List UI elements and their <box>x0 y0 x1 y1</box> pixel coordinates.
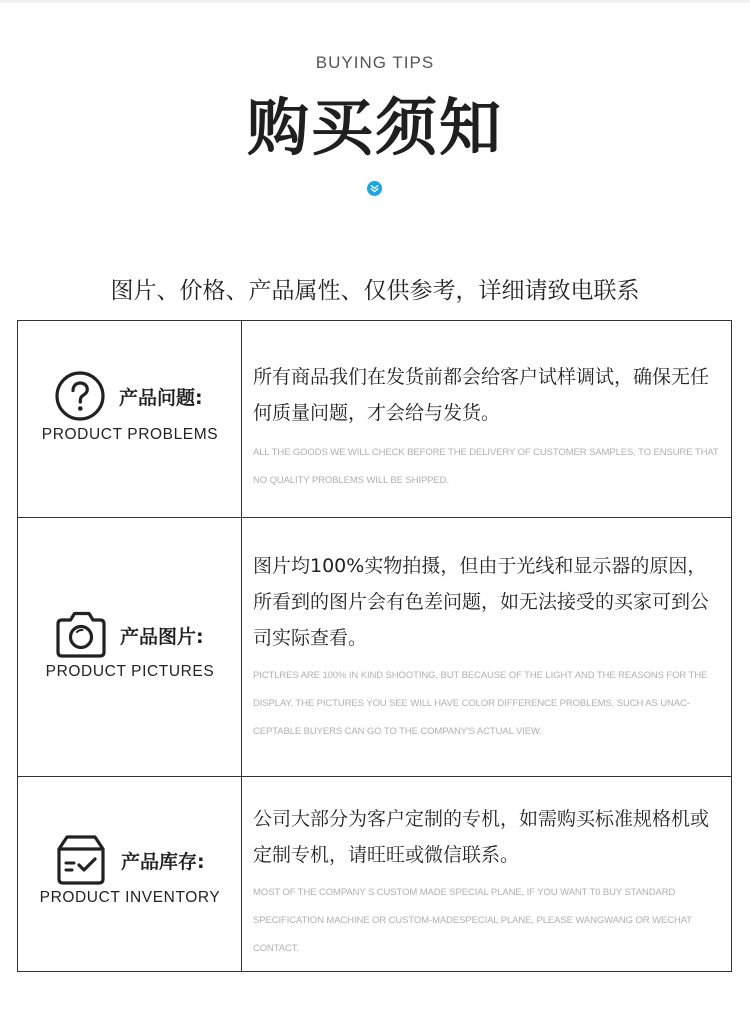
category-title-en: PRODUCT PROBLEMS <box>41 426 219 443</box>
description-en: MOST OF THE COMPANY S CUSTOM MADE SPECIAL PLANE, IF YOU WANT T0 BUY STANDARD SPECIFICATION MACHINE OR CUSTOM-MADESPECIAL PLANE, PLEASE WANGWANG OR WECHAT CONTACT. <box>253 887 692 954</box>
top-divider <box>0 0 750 3</box>
table-row <box>18 321 731 518</box>
row-category <box>18 518 242 776</box>
row-description <box>242 518 731 776</box>
description-cn: 图片均100%实物拍摄，但由于光线和显示器的原因，所看到的图片会有色差问题，如无法接受的买家可到公司实际查看。 <box>253 555 710 649</box>
camera-icon <box>53 606 109 662</box>
category-title-cn: 产品图片: <box>120 626 204 648</box>
page-title: 购买须知 <box>246 91 503 164</box>
row-category <box>18 777 242 971</box>
inventory-box-icon <box>53 831 109 887</box>
row-category <box>18 321 242 517</box>
description-en: PICTLRES ARE 100% IN KIND SHOOTING, BUT BECAUSE OF THE LIGHT AND THE REASONS FOR THE DISPLAY, THE PICTURES YOU SEE WILL HAVE COLOR DIFFERENCE PROBLEMS, SUCH AS UNAC-CEPTABLE BUYERS CAN GO TO THE COMPANY'S ACTUAL VIEW. <box>253 670 708 737</box>
category-title-en: PRODUCT INVENTORY <box>39 889 221 906</box>
chevron-down-icon <box>367 181 382 196</box>
description-en: ALL THE GOODS WE WILL CHECK BEFORE THE DELIVERY OF CUSTOMER SAMPLES, TO ENSURE THAT NO QUALITY PROBLEMS WILL BE SHIPPED. <box>253 447 719 486</box>
table-row <box>18 518 731 777</box>
section-subtitle: BUYING TIPS <box>315 53 435 72</box>
row-description <box>242 777 731 971</box>
description-cn: 公司大部分为客户定制的专机，如需购买标准规格机或定制专机，请旺旺或微信联系。 <box>253 808 710 866</box>
table-row <box>18 777 731 971</box>
category-title-en: PRODUCT PICTURES <box>45 663 215 680</box>
category-title-cn: 产品问题: <box>119 387 203 409</box>
tagline: 图片、价格、产品属性、仅供参考，详细请致电联系 <box>110 278 640 304</box>
category-title-cn: 产品库存: <box>121 851 205 873</box>
description-cn: 所有商品我们在发货前都会给客户试样调试，确保无任何质量问题，才会给与发货。 <box>253 366 710 424</box>
tips-table <box>17 320 732 972</box>
question-circle-icon <box>52 368 108 424</box>
row-description <box>242 321 731 517</box>
